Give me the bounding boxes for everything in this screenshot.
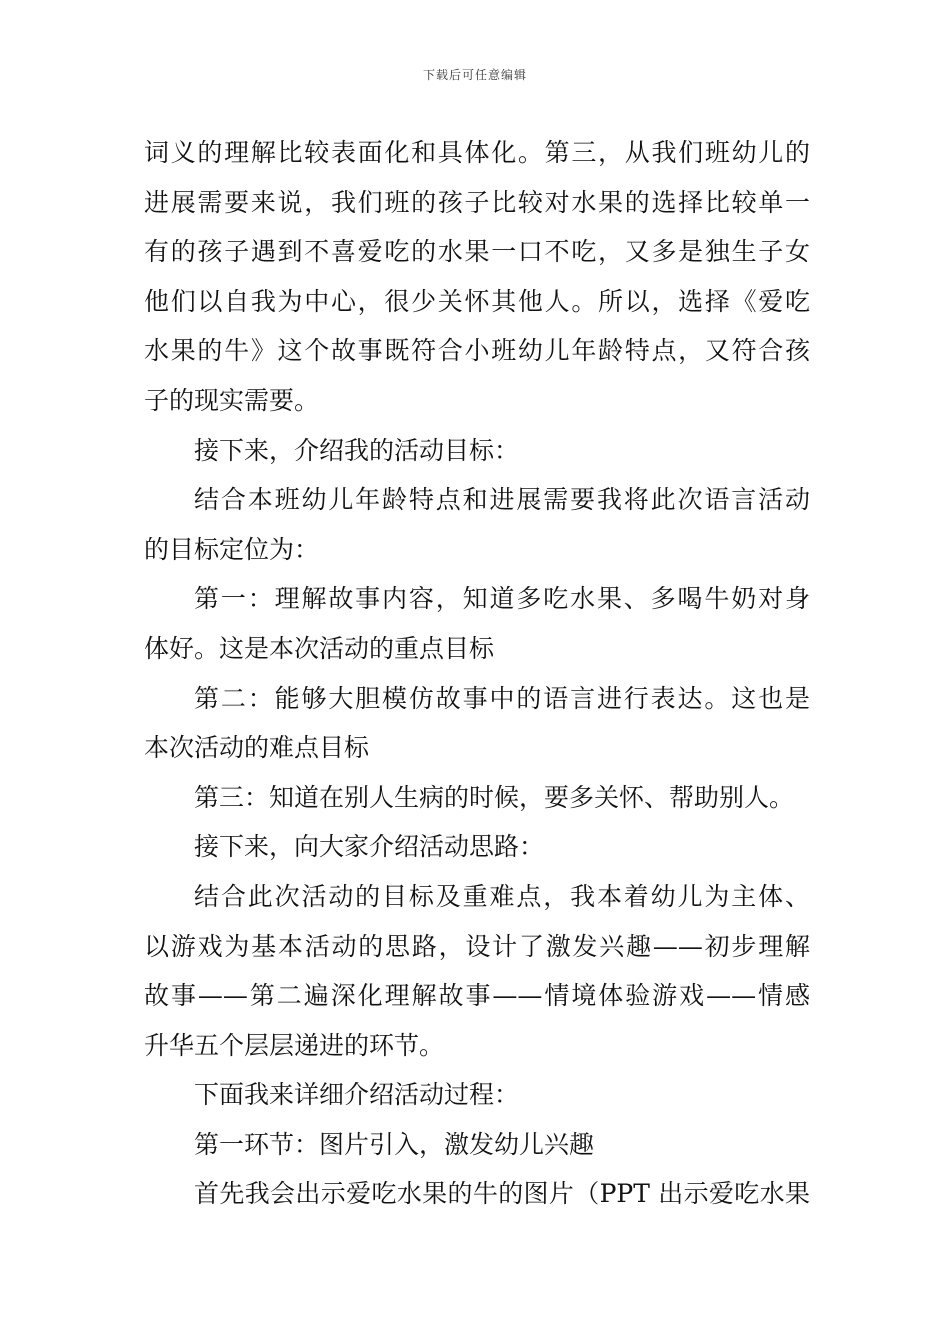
text-line: 第二：能够大胆模仿故事中的语言进行表达。这也是 [194,683,810,713]
text-line: 体好。这是本次活动的重点目标 [144,633,495,663]
document-body [144,128,810,1219]
text-line: 接下来，向大家介绍活动思路： [194,832,545,862]
text-line: 水果的牛》这个故事既符合小班幼儿年龄特点，又符合孩 [144,336,810,366]
text-line: 升华五个层层递进的环节。 [144,1030,445,1060]
text-line: 第一：理解故事内容，知道多吃水果、多喝牛奶对身 [194,584,810,614]
text-line: 结合此次活动的目标及重难点，我本着幼儿为主体、 [194,881,810,911]
text-line: 进展需要来说，我们班的孩子比较对水果的选择比较单一 [144,187,810,217]
text-line: 的目标定位为： [144,534,320,564]
page-header-note: 下载后可任意编辑 [422,68,527,82]
text-line: 第一环节：图片引入，激发幼儿兴趣 [194,1129,595,1159]
text-line: 词义的理解比较表面化和具体化。第三，从我们班幼儿的 [144,138,810,167]
text-line: 有的孩子遇到不喜爱吃的水果一口不吃，又多是独生子女 [144,237,810,267]
text-line: 子的现实需要。 [144,385,320,415]
text-line: 本次活动的难点目标 [144,733,370,763]
text-line: 以游戏为基本活动的思路，设计了激发兴趣——初步理解 [144,931,810,961]
text-line: 他们以自我为中心，很少关怀其他人。所以，选择《爱吃 [144,286,810,316]
text-line: 故事——第二遍深化理解故事——情境体验游戏——情感 [144,981,810,1011]
text-line: 接下来，介绍我的活动目标： [194,435,520,465]
text-line: 结合本班幼儿年龄特点和进展需要我将此次语言活动 [194,485,810,515]
text-line: 首先我会出示爱吃水果的牛的图片（PPT 出示爱吃水果 [194,1179,810,1209]
text-line: 下面我来详细介绍活动过程： [194,1080,520,1110]
text-line: 第三：知道在别人生病的时候，要多关怀、帮助别人。 [194,782,795,812]
